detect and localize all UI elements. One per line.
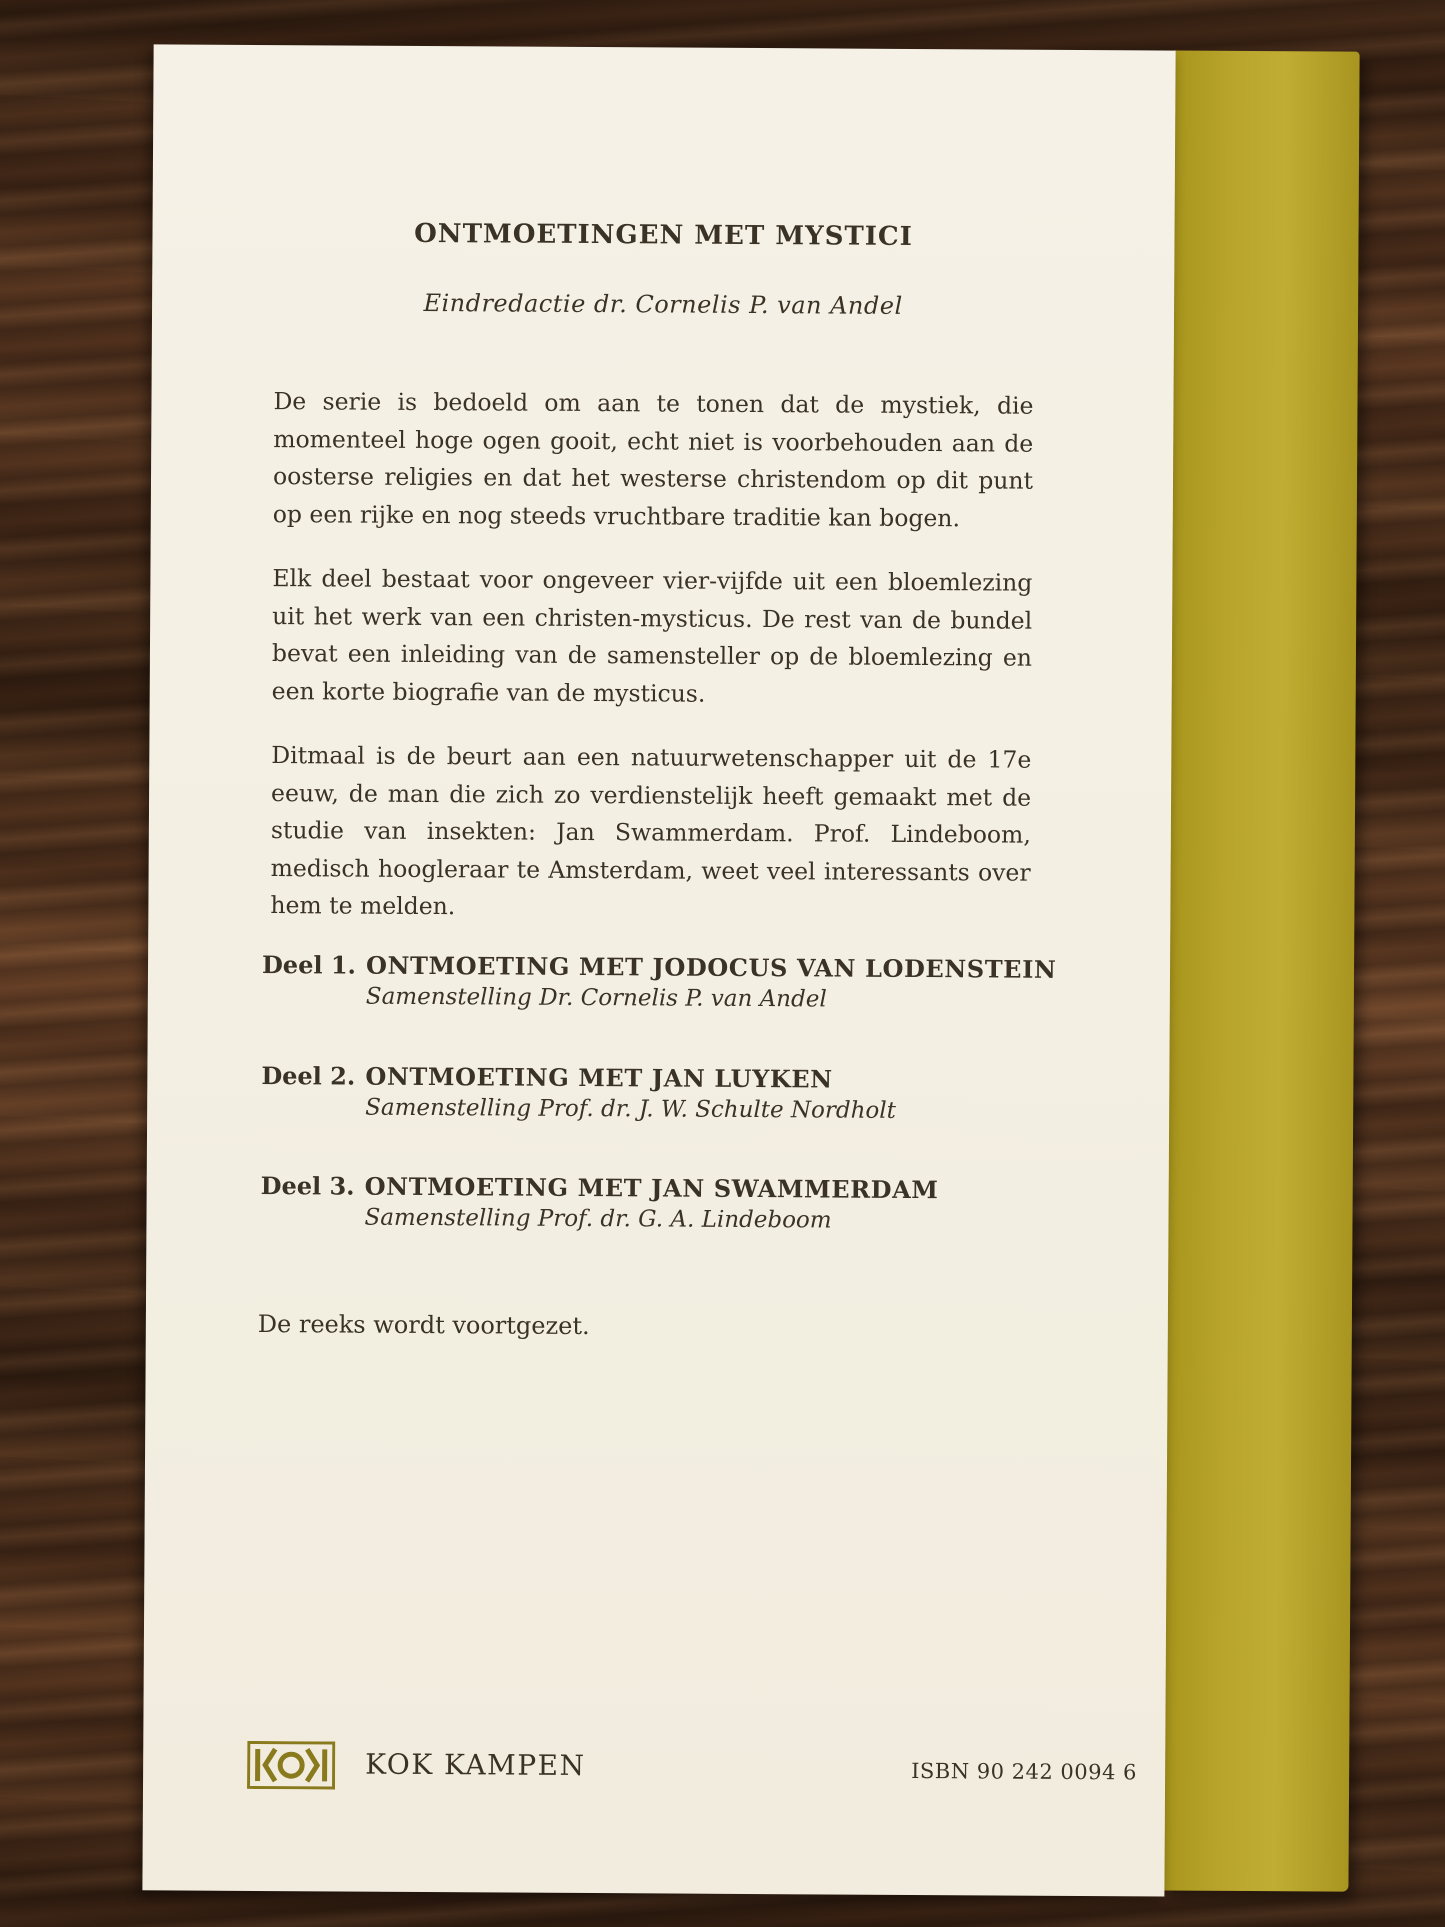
volume-number: Deel 1. [261, 950, 357, 980]
publisher-name: KOK KAMPEN [365, 1747, 586, 1782]
volume-compiler: Samenstelling Prof. dr. G. A. Lindeboom [364, 1204, 832, 1234]
description-paragraph-1: De serie is bedoeld om aan te tonen dat de mystiek, die momenteel hoge ogen gooit, echt niet is voorbehouden aan de oosterse religies en dat het westerse christendom op dit punt op een rijke en nog steeds vruchtbare traditie kan bogen. [272, 387, 1034, 532]
series-continued-note: De reeks wordt voortgezet. [257, 1309, 590, 1341]
isbn: ISBN 90 242 0094 6 [911, 1758, 1138, 1785]
series-title: ONTMOETINGEN MET MYSTICI [414, 218, 913, 252]
description-paragraph-2: Elk deel bestaat voor ongeveer vier-vijfde uit een bloemlezing uit het werk van een christen-mysticus. De rest van de bundel bevat een inleiding van de samensteller op de bloemlezing en een korte biografie van de mysticus. [271, 564, 1033, 708]
back-cover [142, 44, 1175, 1896]
volume-2 [261, 1061, 1061, 1125]
volume-1 [262, 950, 1062, 1014]
volume-title: ONTMOETING MET JAN SWAMMERDAM [364, 1171, 939, 1205]
volume-compiler: Samenstelling Dr. Cornelis P. van Andel [365, 983, 827, 1013]
volume-title: ONTMOETING MET JAN LUYKEN [365, 1061, 833, 1094]
editor-line: Eindredactie dr. Cornelis P. van Andel [423, 288, 903, 320]
publisher-logo-icon [247, 1741, 335, 1790]
description-paragraph-3: Ditmaal is de beurt aan een natuurwetenschapper uit de 17e eeuw, de man die zich zo verdienstelijk heeft gemaakt met de studie van insekten: Jan Swammerdam. Prof. Lindeboom, medisch hoogleraar te Amsterdam, weet veel interessants over hem te melden. [270, 741, 1032, 921]
book-spine [1162, 51, 1359, 1892]
book [142, 44, 1361, 1903]
volume-compiler: Samenstelling Prof. dr. J. W. Schulte Nordholt [365, 1094, 897, 1124]
volume-3 [260, 1171, 1060, 1235]
volume-title: ONTMOETING MET JODOCUS VAN LODENSTEIN [365, 950, 1057, 984]
volume-number: Deel 3. [260, 1171, 355, 1201]
volume-number: Deel 2. [261, 1061, 356, 1091]
